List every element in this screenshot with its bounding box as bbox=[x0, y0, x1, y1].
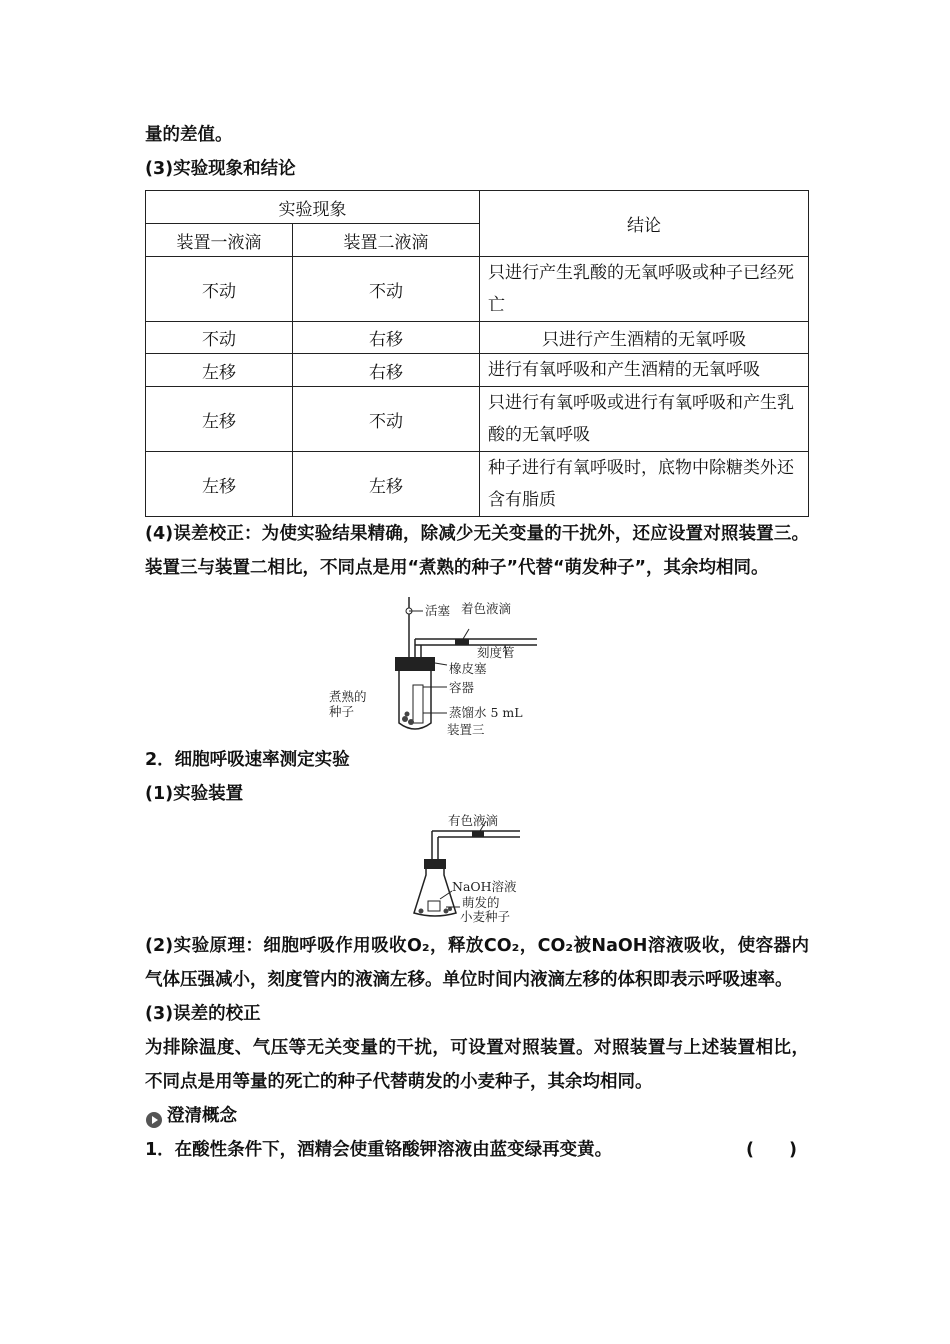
document-page bbox=[145, 118, 809, 1167]
concept-heading-text: 澄清概念 bbox=[167, 1106, 237, 1126]
result-table bbox=[145, 190, 809, 517]
table-row bbox=[146, 452, 809, 517]
apparatus-3-figure bbox=[329, 595, 567, 737]
label-tube: 刻度管 bbox=[477, 645, 515, 660]
label-naoh: NaOH溶液 bbox=[452, 879, 517, 894]
section-4-label: (4)误差校正： bbox=[145, 524, 262, 544]
conclusion-cell: 种子进行有氧呼吸时，底物中除糖类外还含有脂质 bbox=[480, 452, 809, 517]
table-row bbox=[146, 354, 809, 387]
label-stopper: 橡皮塞 bbox=[449, 661, 487, 676]
part-2-sub3-text: 为排除温度、气压等无关变量的干扰，可设置对照装置。对照装置与上述装置相比，不同点是用等量的死亡的种子代替萌发的小麦种子，其余均相同。 bbox=[145, 1038, 809, 1092]
device1-cell: 左移 bbox=[146, 354, 293, 387]
respiration-apparatus-figure bbox=[412, 813, 542, 923]
principle-label: (2)实验原理： bbox=[145, 936, 264, 956]
table-head-device2: 装置二液滴 bbox=[293, 224, 480, 257]
device1-cell: 不动 bbox=[146, 322, 293, 354]
label-valve: 活塞 bbox=[425, 603, 451, 618]
table-row bbox=[146, 257, 809, 322]
play-icon bbox=[145, 1107, 163, 1125]
principle-text: 细胞呼吸作用吸收O₂，释放CO₂，CO₂被NaOH溶液吸收，使容器内气体压强减小，刻度管内的液滴左移。单位时间内液滴左移的体积即表示呼吸速率。 bbox=[145, 936, 809, 990]
table-row bbox=[146, 387, 809, 452]
section-3-heading: (3)实验现象和结论 bbox=[145, 159, 296, 179]
device1-cell: 不动 bbox=[146, 257, 293, 322]
table-head-device1: 装置一液滴 bbox=[146, 224, 293, 257]
conclusion-cell: 只进行有氧呼吸或进行有氧呼吸和产生乳酸的无氧呼吸 bbox=[480, 387, 809, 452]
section-4-paragraph bbox=[145, 517, 809, 585]
device1-cell: 左移 bbox=[146, 387, 293, 452]
conclusion-cell: 进行有氧呼吸和产生酒精的无氧呼吸 bbox=[480, 354, 809, 387]
conclusion-cell: 只进行产生酒精的无氧呼吸 bbox=[480, 322, 809, 354]
label-boiled-seed: 煮熟的 种子 bbox=[329, 689, 367, 719]
intro-tail: 量的差值。 bbox=[145, 125, 233, 145]
part-2-heading: 2．细胞呼吸速率测定实验 bbox=[145, 750, 350, 770]
device2-cell: 不动 bbox=[293, 387, 480, 452]
device2-cell: 右移 bbox=[293, 322, 480, 354]
table-head-conclusion: 结论 bbox=[480, 191, 809, 257]
concept-heading bbox=[145, 1099, 809, 1133]
answer-blank[interactable]: ( ) bbox=[746, 1140, 797, 1160]
part-2-principle bbox=[145, 929, 809, 997]
table-head-phenomenon: 实验现象 bbox=[146, 191, 480, 224]
part-2-sub1: (1)实验装置 bbox=[145, 784, 244, 804]
label-water: 蒸馏水 5 mL bbox=[449, 705, 523, 720]
figure-caption: 装置三 bbox=[447, 722, 485, 737]
device1-cell: 左移 bbox=[146, 452, 293, 517]
part-2-sub3: (3)误差的校正 bbox=[145, 1004, 261, 1024]
device2-cell: 右移 bbox=[293, 354, 480, 387]
question-1-text: 1．在酸性条件下，酒精会使重铬酸钾溶液由蓝变绿再变黄。 bbox=[145, 1140, 613, 1160]
label-sprouted-seed-1: 萌发的 bbox=[462, 895, 500, 910]
question-1 bbox=[145, 1133, 809, 1167]
section-4-text: 为使实验结果精确，除减少无关变量的干扰外，还应设置对照装置三。装置三与装置二相比，不同点是用“煮熟的种子”代替“萌发种子”，其余均相同。 bbox=[145, 524, 809, 578]
device2-cell: 不动 bbox=[293, 257, 480, 322]
label-container: 容器 bbox=[449, 680, 475, 695]
label-colored-droplet: 有色液滴 bbox=[448, 813, 499, 828]
device2-cell: 左移 bbox=[293, 452, 480, 517]
conclusion-cell: 只进行产生乳酸的无氧呼吸或种子已经死亡 bbox=[480, 257, 809, 322]
table-row bbox=[146, 322, 809, 354]
label-sprouted-seed-2: 小麦种子 bbox=[460, 909, 511, 923]
label-droplet: 着色液滴 bbox=[461, 601, 512, 616]
